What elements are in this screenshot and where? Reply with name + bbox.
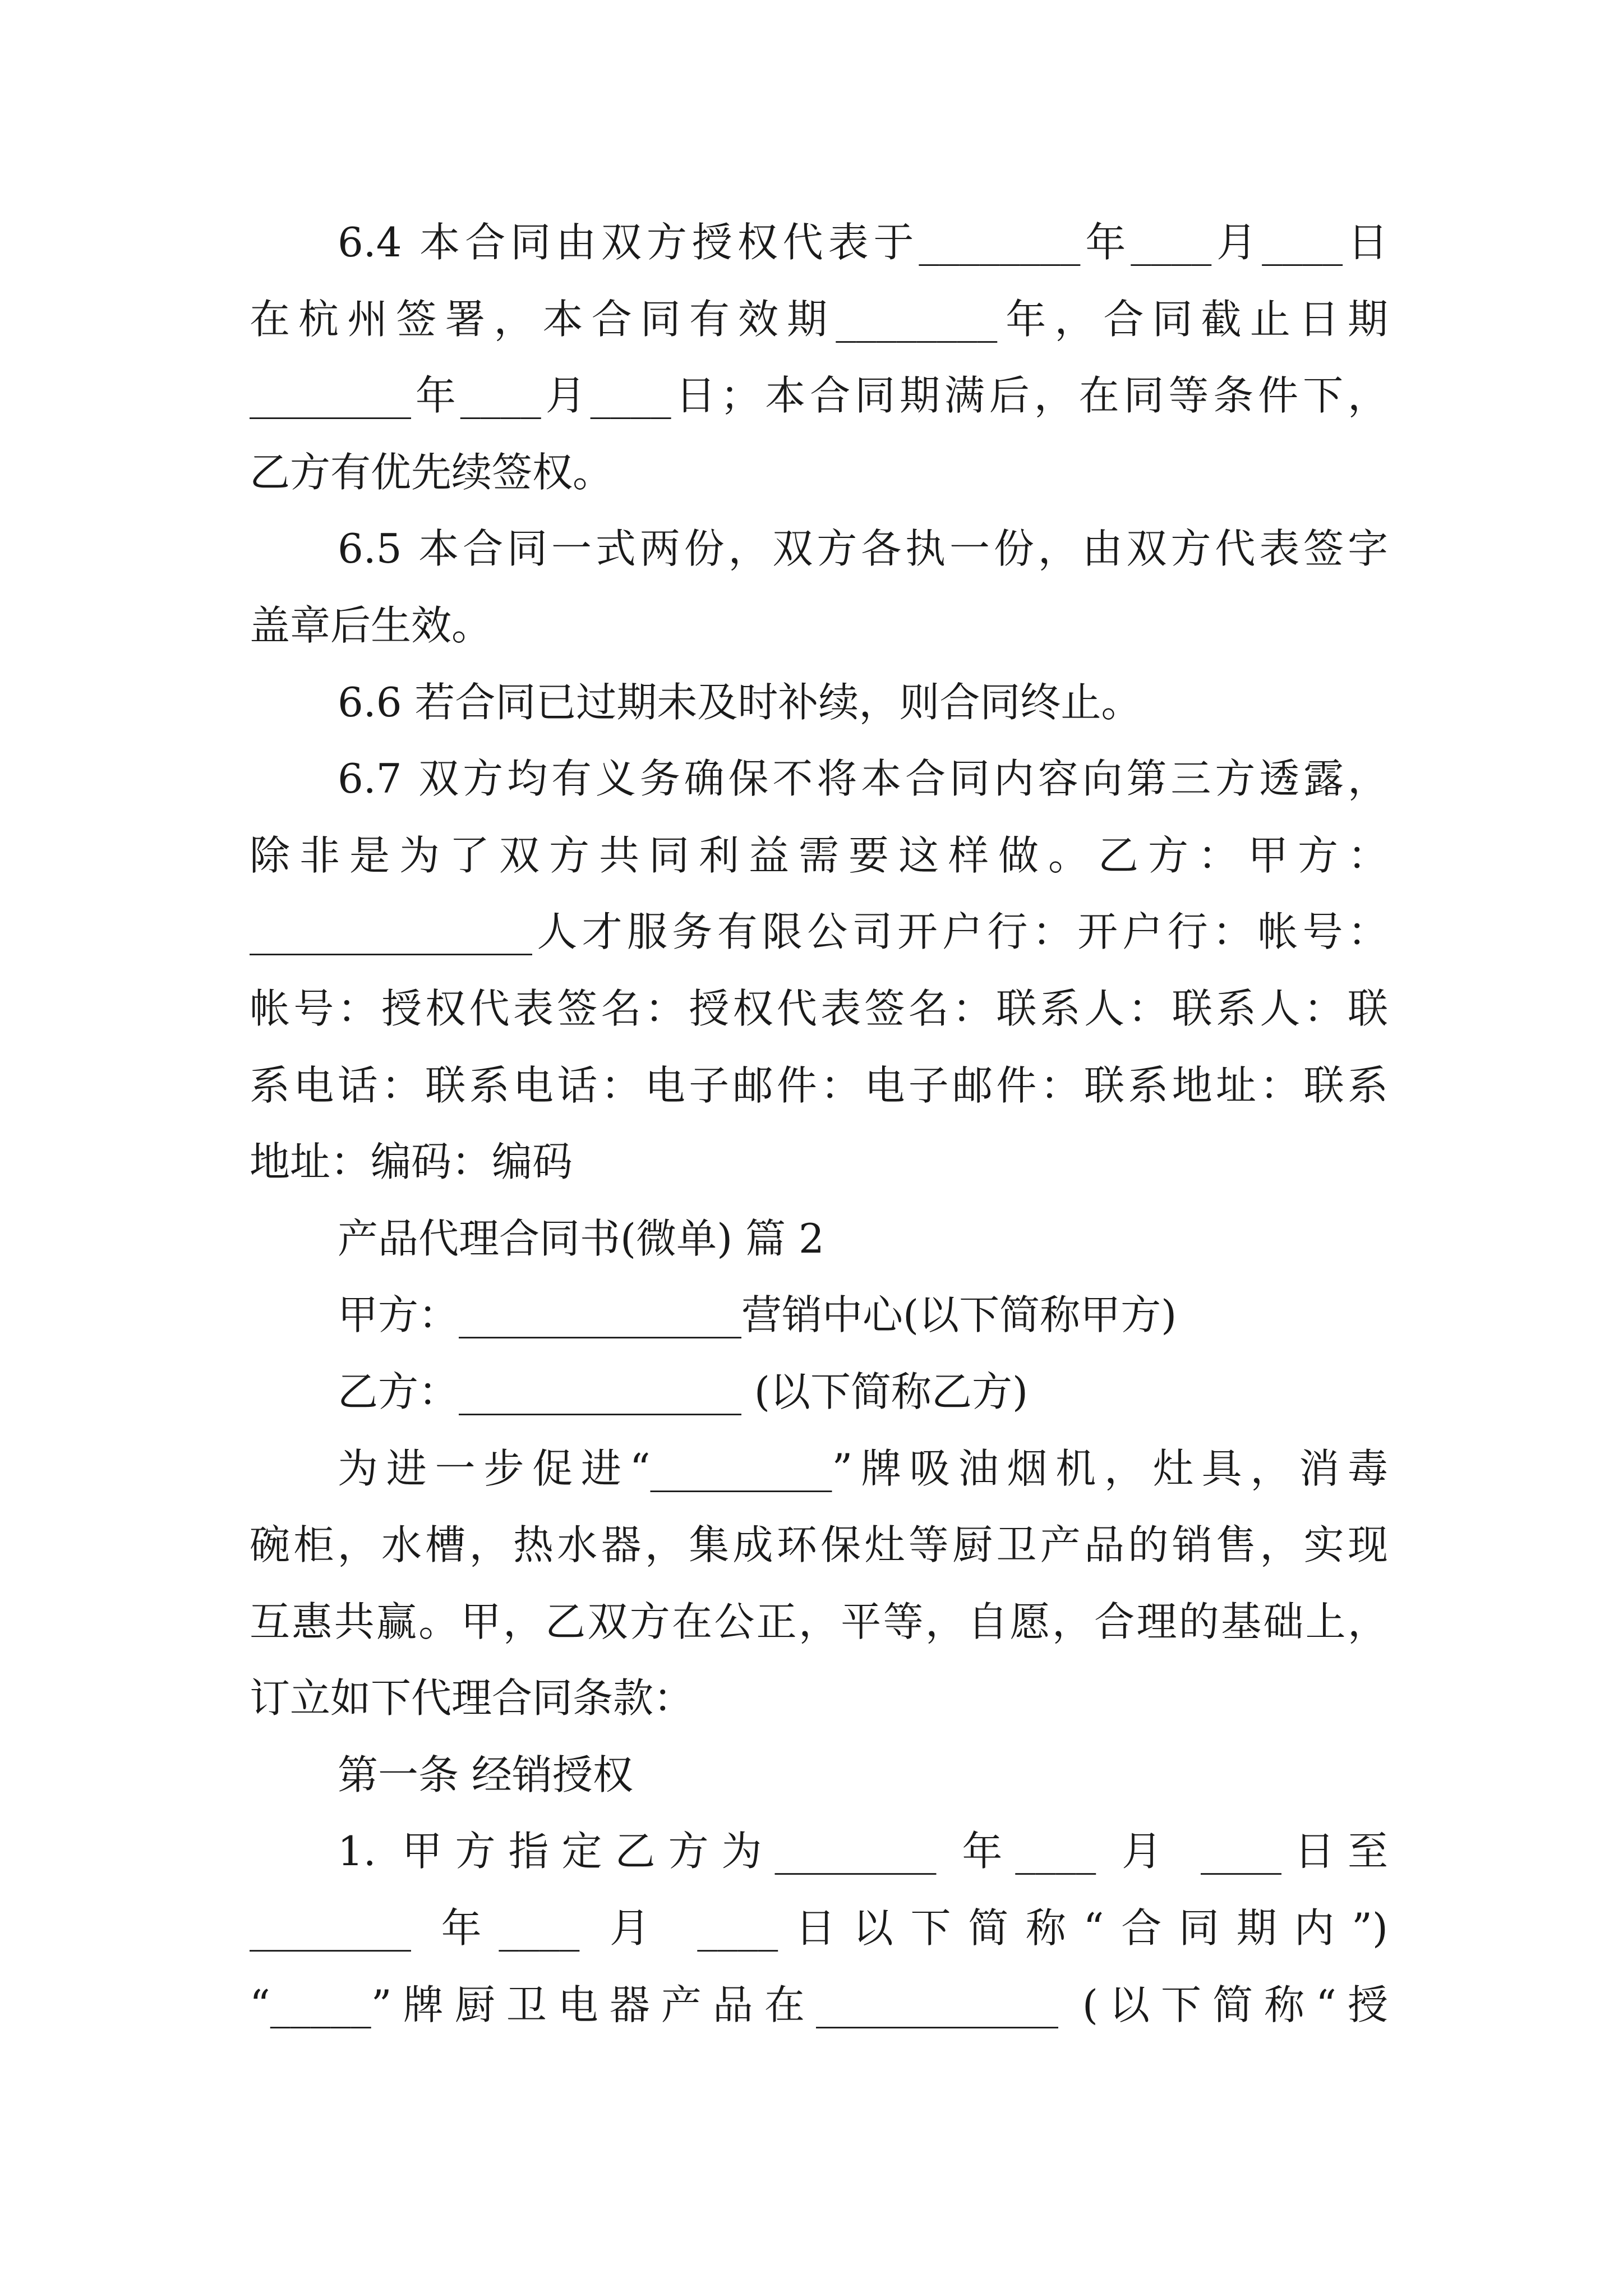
paragraph-line: 6.7 双方均有义务确保不将本合同内容向第三方透露，	[338, 755, 1388, 803]
paragraph-line: ________ 年____ 月 ____日以下简称“合同期内”)	[250, 1904, 1388, 1952]
paragraph-line: ______________人才服务有限公司开户行：开户行：帐号：	[250, 908, 1388, 956]
section-heading: 产品代理合同书(微单) 篇 2	[338, 1214, 824, 1262]
paragraph-line: “_____”牌厨卫电器产品在____________ (以下简称“授	[250, 1981, 1388, 2028]
paragraph-line: 盖章后生效。	[250, 601, 492, 649]
paragraph-line: 在杭州签署，本合同有效期________年，合同截止日期	[250, 295, 1388, 343]
paragraph-line: 6.6 若合同已过期未及时补续，则合同终止。	[338, 678, 1142, 726]
paragraph-line: ________年____月____日；本合同期满后，在同等条件下，	[250, 372, 1388, 420]
paragraph-line: 6.4 本合同由双方授权代表于________年____月____日	[338, 219, 1388, 266]
paragraph-line: 6.5 本合同一式两份，双方各执一份，由双方代表签字	[338, 525, 1388, 573]
paragraph-line: 除非是为了双方共同利益需要这样做。乙方：甲方：	[250, 831, 1388, 879]
paragraph-line: 帐号：授权代表签名：授权代表签名：联系人：联系人：联	[250, 984, 1388, 1032]
document-body	[250, 204, 1388, 2043]
party-b-line: 乙方：______________ (以下简称乙方)	[338, 1368, 1029, 1415]
paragraph-line: 1. 甲方指定乙方为________ 年____ 月 ____日至	[338, 1828, 1388, 1875]
article-heading: 第一条 经销授权	[338, 1751, 633, 1798]
party-a-line: 甲方：______________营销中心(以下简称甲方)	[338, 1291, 1177, 1339]
paragraph-line: 订立如下代理合同条款：	[250, 1674, 694, 1722]
paragraph-line: 地址：编码：编码	[250, 1138, 573, 1186]
paragraph-line: 为进一步促进“_________”牌吸油烟机，灶具，消毒	[338, 1444, 1388, 1492]
paragraph-line: 系电话：联系电话：电子邮件：电子邮件：联系地址：联系	[250, 1061, 1388, 1109]
paragraph-line: 碗柜，水槽，热水器，集成环保灶等厨卫产品的销售，实现	[250, 1521, 1388, 1569]
paragraph-line: 乙方有优先续签权。	[250, 448, 614, 496]
paragraph-line: 互惠共赢。甲，乙双方在公正，平等，自愿，合理的基础上，	[250, 1598, 1388, 1645]
